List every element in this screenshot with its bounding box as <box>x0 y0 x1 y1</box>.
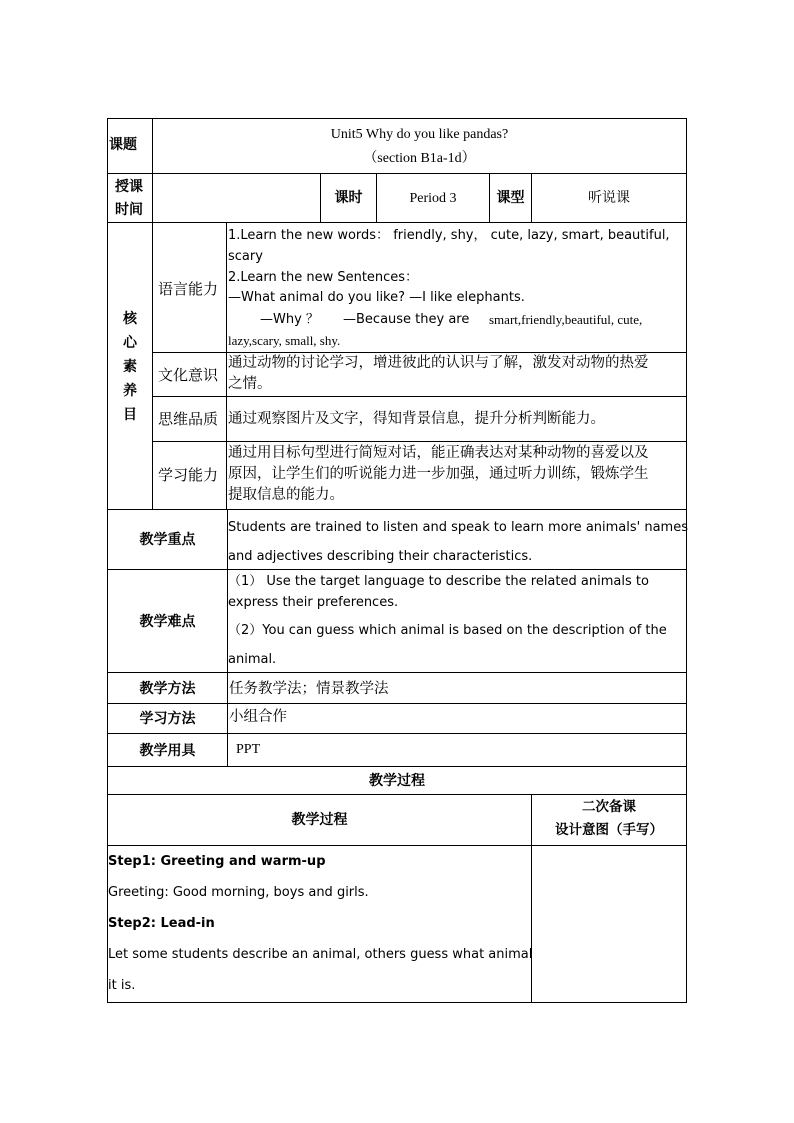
second-prep-header: 二次备课 <box>582 799 636 815</box>
core-char-4: 养 <box>123 383 137 399</box>
culture-line-2: 之情。 <box>228 376 272 392</box>
step1-text: Greeting: Good morning, boys and girls. <box>108 885 369 900</box>
period-label: 课时 <box>334 190 363 206</box>
step2-text-line-1: Let some students describe an animal, others guess what animal <box>108 947 533 962</box>
step1-title: Step1: Greeting and warm-up <box>108 854 326 869</box>
process-column-header: 教学过程 <box>291 812 348 828</box>
lesson-title: Unit5 Why do you like pandas? <box>330 127 509 142</box>
teaching-method-label: 教学方法 <box>139 681 196 697</box>
type-label: 课型 <box>496 190 525 206</box>
culture-label: 文化意识 <box>158 366 219 384</box>
core-char-5: 目 <box>123 407 137 423</box>
key-points-label: 教学重点 <box>139 532 196 548</box>
teaching-tools-label: 教学用具 <box>139 743 196 759</box>
teaching-tools-value: PPT <box>236 742 261 757</box>
learning-method-label: 学习方法 <box>139 711 196 727</box>
learning-line-3: 提取信息的能力。 <box>228 487 344 503</box>
difficulties-line-4: animal. <box>228 652 277 667</box>
period-value: Period 3 <box>409 191 457 206</box>
language-line-6: lazy,scary, small, shy. <box>228 333 341 348</box>
teaching-time-label-1: 授课 <box>115 179 143 195</box>
lesson-section: （section B1a-1d） <box>363 151 476 166</box>
teaching-method-value: 任务教学法；情景教学法 <box>229 681 389 697</box>
thinking-label: 思维品质 <box>158 410 219 428</box>
process-section-title: 教学过程 <box>369 773 425 789</box>
step2-title: Step2: Lead-in <box>108 916 215 931</box>
learning-method-value: 小组合作 <box>229 709 287 725</box>
difficulties-line-2: express their preferences. <box>228 595 399 610</box>
language-line-3: 2.Learn the new Sentences： <box>228 270 419 285</box>
core-char-2: 心 <box>123 335 137 351</box>
core-char-3: 素 <box>123 359 137 375</box>
difficulties-line-1: （1） Use the target language to describe the related animals to <box>228 574 649 589</box>
culture-line-1: 通过动物的讨论学习，增进彼此的认识与了解，激发对动物的热爱 <box>228 355 649 371</box>
language-line-5b: —Because they are <box>343 312 470 327</box>
difficulties-line-3: （2）You can guess which animal is based on the description of the <box>228 623 667 638</box>
language-ability-label: 语言能力 <box>158 280 219 298</box>
language-line-5a: —Why ？ <box>260 312 319 327</box>
type-value: 听说课 <box>588 190 630 206</box>
learning-line-2: 原因，让学生们的听说能力进一步加强，通过听力训练，锻炼学生 <box>228 466 649 482</box>
topic-label: 课题 <box>109 137 137 153</box>
key-points-line-1: Students are trained to listen and speak to learn more animals' names <box>228 520 688 535</box>
learning-line-1: 通过用目标句型进行简短对话，能正确表达对某种动物的喜爱以及 <box>228 445 649 461</box>
teaching-time-label-2: 时间 <box>115 202 143 218</box>
core-char-1: 核 <box>123 311 137 327</box>
thinking-line-1: 通过观察图片及文字，得知背景信息，提升分析判断能力。 <box>228 411 605 427</box>
language-line-1: 1.Learn the new words： friendly, shy， cute, lazy, smart, beautiful, <box>228 228 670 243</box>
learning-ability-label: 学习能力 <box>158 466 219 484</box>
language-line-4: —What animal do you like? —I like elephants. <box>228 290 525 305</box>
difficulties-label: 教学难点 <box>139 614 196 630</box>
design-intent-header: 设计意图（手写） <box>555 822 663 838</box>
language-line-2: scary <box>228 249 263 264</box>
step2-text-line-2: it is. <box>108 978 136 993</box>
language-line-5c: smart,friendly,beautiful, cute, <box>489 312 643 327</box>
key-points-line-2: and adjectives describing their characteristics. <box>228 549 533 564</box>
